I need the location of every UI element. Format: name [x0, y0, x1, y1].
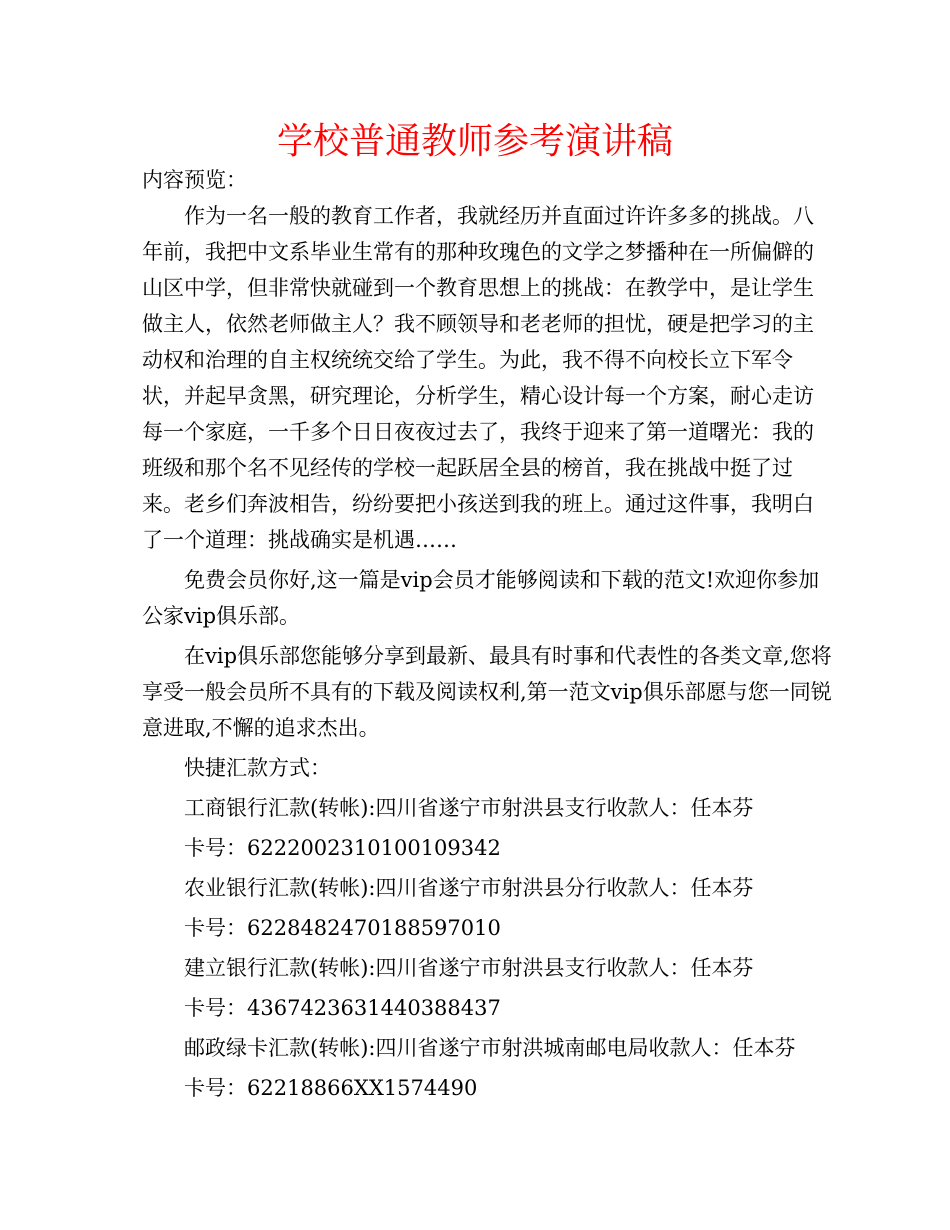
paragraph-speech: 作为一名一般的教育工作者，我就经历并直面过许许多多的挑战。八年前，我把中文系毕业生常有的那种玫瑰色的文学之梦播种在一所偏僻的山区中学，但非常快就碰到一个教育思想上的挑战：在教学中，是让学生做主人，依然老师做主人？我不顾领导和老老师的担忧，硬是把学习的主动权和治理的自主权统统交给了学生。为此，我不得不向校长立下军令状，并起早贪黑，研究理论，分析学生，精心设计每一个方案，耐心走访每一个家庭，一千多个日日夜夜过去了，我终于迎来了第一道曙光：我的班级和那个名不见经传的学校一起跃居全县的榜首，我在挑战中挺了过来。老乡们奔波相告，纷纷要把小孩送到我的班上。通过这件事，我明白了一个道理：挑战确实是机遇…… — [142, 204, 814, 552]
document-title: 学校普通教师参考演讲稿 — [276, 121, 673, 162]
card-number-abc: 卡号：6228482470188597010 — [184, 916, 501, 940]
card-number-ccb: 卡号：4367423631440388437 — [184, 996, 501, 1020]
paragraph-vip-benefits: 在vip俱乐部您能够分享到最新、最具有时事和代表性的各类文章,您将享受一般会员所不具有的下载及阅读权利,第一范文vip俱乐部愿与您一同锐意进取,不懈的追求杰出。 — [142, 644, 832, 740]
bank-line-postal: 邮政绿卡汇款(转帐):四川省遂宁市射洪城南邮电局收款人：任本芬 — [184, 1036, 796, 1060]
card-number-postal: 卡号：62218866XX1574490 — [184, 1076, 478, 1100]
bank-line-icbc: 工商银行汇款(转帐):四川省遂宁市射洪县支行收款人：任本芬 — [184, 796, 754, 820]
preview-label: 内容预览： — [142, 168, 247, 192]
payment-heading: 快捷汇款方式： — [184, 756, 331, 780]
card-number-icbc: 卡号：6222002310100109342 — [184, 836, 501, 860]
document-body — [142, 162, 832, 1106]
bank-line-abc: 农业银行汇款(转帐):四川省遂宁市射洪县分行收款人：任本芬 — [184, 876, 754, 900]
bank-line-ccb: 建立银行汇款(转帐):四川省遂宁市射洪县支行收款人：任本芬 — [184, 956, 754, 980]
paragraph-vip-notice: 免费会员你好,这一篇是vip会员才能够阅读和下载的范文!欢迎你参加公家vip俱乐部。 — [142, 568, 820, 628]
